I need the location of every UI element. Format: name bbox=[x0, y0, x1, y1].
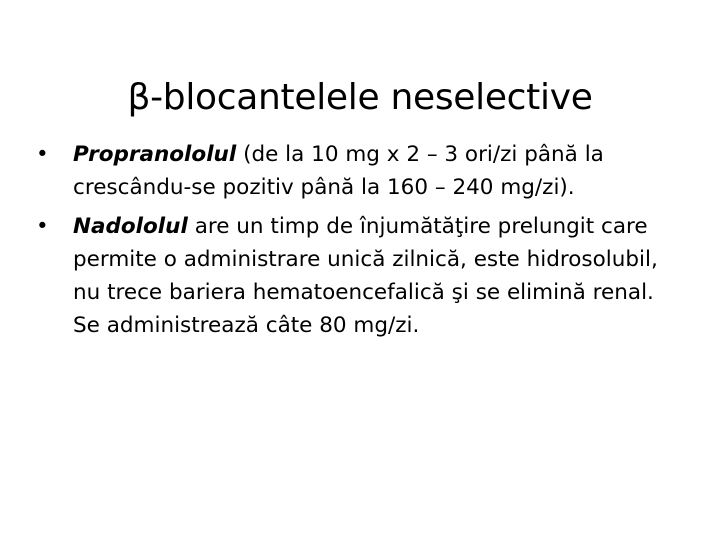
drug-name-nadolol: Nadololul bbox=[73, 214, 188, 239]
bullet-marker: • bbox=[36, 142, 49, 167]
bullet-list bbox=[36, 138, 666, 348]
bullet-text-nadolol: are un timp de înjumătăţire prelungit care permite o administrare unică zilnică, este hidrosolubil, nu trece bariera hematoencefalică şi se elimină renal. Se administrează câte 80 mg/zi. bbox=[73, 214, 658, 338]
slide-title: β-blocantelele neselective bbox=[127, 77, 593, 119]
drug-name-propranolol: Propranololul bbox=[73, 142, 237, 167]
bullet-marker: • bbox=[36, 214, 49, 239]
bullet-text-propranolol: (de la 10 mg x 2 – 3 ori/zi până la crescându-se pozitiv până la 160 – 240 mg/zi). bbox=[73, 142, 604, 200]
bullet-item-propranolol bbox=[36, 138, 666, 204]
bullet-item-nadolol bbox=[36, 210, 666, 342]
